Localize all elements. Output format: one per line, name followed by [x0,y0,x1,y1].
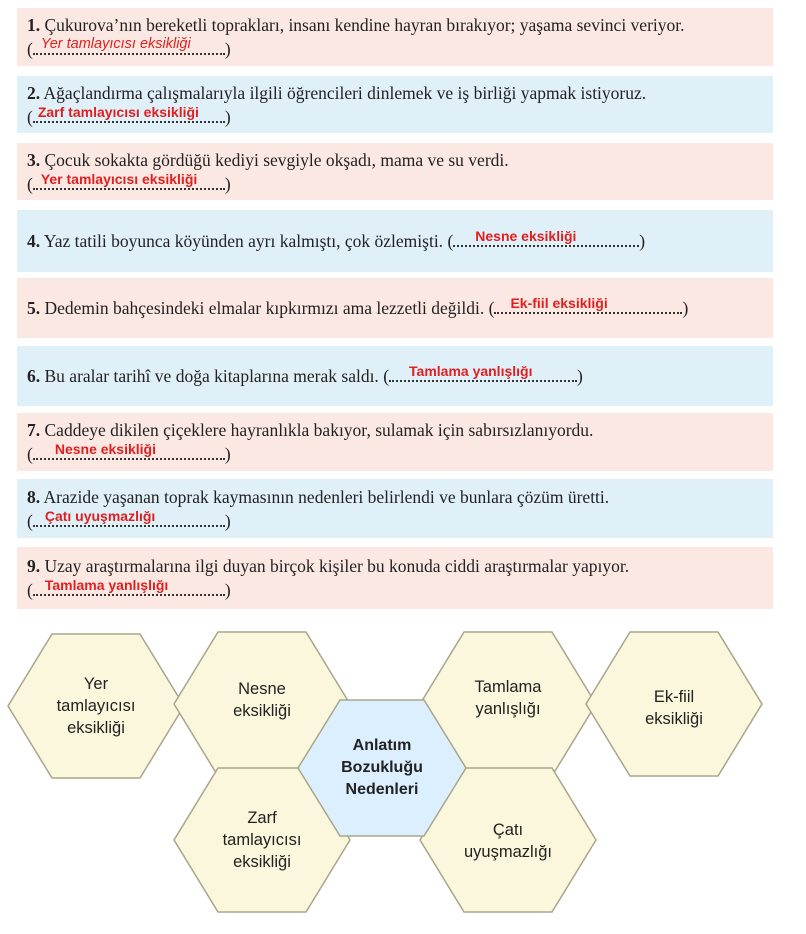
close-paren: ) [639,231,646,251]
open-paren: ( [27,580,33,600]
item-number: 7. [27,420,41,440]
item-number: 4. [27,231,41,251]
item-sentence: Ağaçlandırma çalışmalarıyla ilgili öğrencileri dinlemek ve iş birliği yapmak istiyoruz. [43,82,647,103]
hex-zarf-tamlayicisi: Zarf tamlayıcısı eksikliği [222,809,302,871]
close-paren: ) [224,510,231,531]
open-paren: ( [27,106,33,127]
answer-text: Nesne eksikliği [475,228,577,244]
item-number: 3. [27,149,41,170]
answer-text: Tamlama yanlışlığı [409,363,533,379]
hex-nesne: Nesne eksikliği [233,680,291,720]
answer-text: Zarf tamlayıcısı eksikliği [37,103,199,120]
open-paren: ( [27,510,33,531]
hex-center-anlatim-bozuklugu: Anlatım Bozukluğu Nedenleri [341,737,423,798]
item-number: 9. [27,556,41,576]
close-paren: ) [224,173,231,194]
item-number: 2. [27,82,41,103]
item-sentence: Yaz tatili boyunca köyünden ayrı kalmıştı, çok özlemişti. [43,231,444,251]
answer-text: Yer tamlayıcısı eksikliği [40,170,198,187]
hex-ek-fiil: Ek-fiil eksikliği [645,688,703,728]
item-number: 1. [27,15,41,35]
open-paren: ( [27,444,33,464]
answer-text: Yer tamlayıcısı eksikliği [40,36,191,52]
item-number: 5. [27,298,41,318]
answer-text: Çatı uyuşmazlığı [44,507,156,524]
answer-text: Tamlama yanlışlığı [44,577,169,593]
close-paren: ) [224,39,231,59]
item-sentence: Bu aralar tarihî ve doğa kitaplarına merak saldı. [44,366,379,386]
open-paren: ( [447,231,454,251]
item-number: 6. [27,366,41,386]
open-paren: ( [27,39,33,59]
open-paren: ( [488,298,495,318]
close-paren: ) [682,298,689,318]
close-paren: ) [224,580,231,600]
answer-text: Nesne eksikliği [54,441,156,457]
hex-cati-uyusmazligi: Çatı uyuşmazlığı [463,821,553,861]
close-paren: ) [224,106,231,127]
close-paren: ) [577,366,583,386]
item-sentence: Caddeye dikilen çiçeklere hayranlıkla bakıyor, sulamak için sabırsızlanıyordu. [44,420,594,440]
hex-tamlama: Tamlama yanlışlığı [474,678,542,718]
hex-yer-tamlayicisi: Yer tamlayıcısı eksikliği [56,675,136,737]
item-sentence: Çukurova’nın bereketli toprakları, insanı kendine hayran bırakıyor; yaşama sevinci veriyor. [44,15,685,35]
item-sentence: Çocuk sokakta gördüğü kediyi sevgiyle okşadı, mama ve su verdi. [44,149,509,170]
open-paren: ( [27,173,33,194]
item-sentence: Arazide yaşanan toprak kaymasının nedenleri belirlendi ve bunlara çözüm üretti. [43,486,610,507]
close-paren: ) [224,444,231,464]
answer-text: Ek-fiil eksikliği [510,295,608,311]
item-number: 8. [27,486,41,507]
item-sentence: Dedemin bahçesindeki elmalar kıpkırmızı ama lezzetli değildi. [44,298,485,318]
item-sentence: Uzay araştırmalarına ilgi duyan birçok kişiler bu konuda ciddi araştırmalar yapıyor. [44,556,630,576]
open-paren: ( [383,366,390,386]
